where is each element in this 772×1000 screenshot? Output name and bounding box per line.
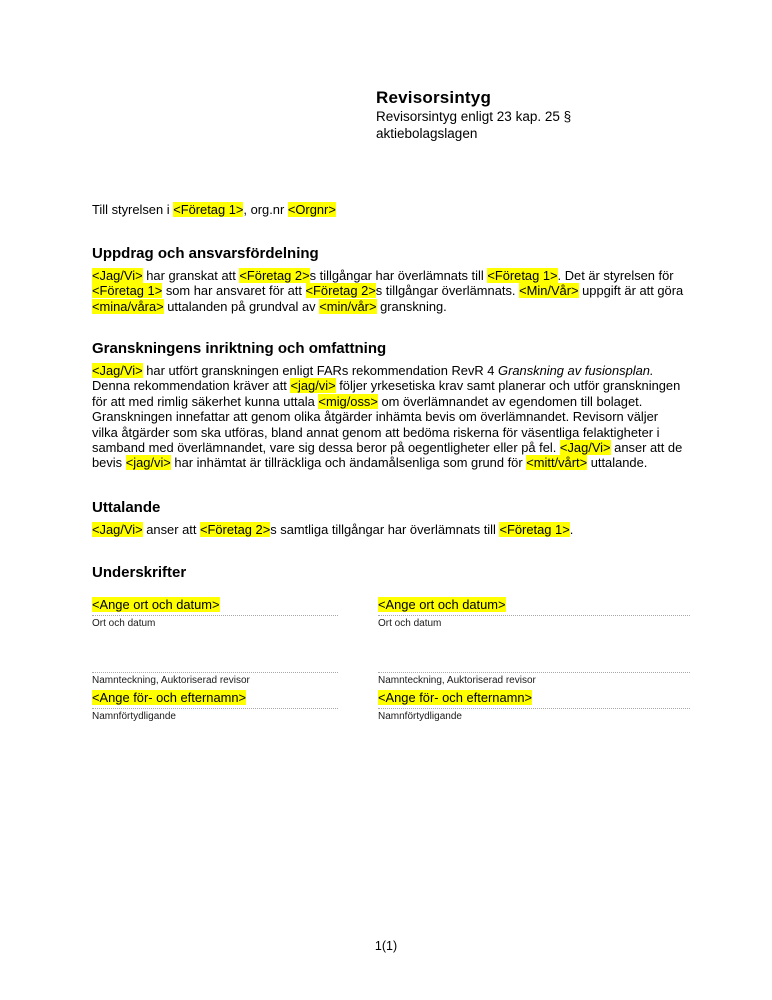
text-run: har granskat att: [142, 268, 240, 283]
placeholder-field[interactable]: <mina/våra>: [92, 298, 164, 314]
document-subtitle-line2: aktiebolagslagen: [376, 126, 478, 141]
placeholder-field[interactable]: <mig/oss>: [318, 393, 378, 409]
placeholder-field[interactable]: <Företag 2>: [199, 522, 271, 537]
place-date-line: [92, 597, 338, 616]
placeholder-field[interactable]: <jag/vi>: [290, 378, 336, 394]
placeholder-field[interactable]: <Företag 1>: [92, 283, 163, 299]
italic-text-run: Granskning av fusionsplan.: [498, 363, 654, 378]
paragraph-statement: [92, 522, 686, 537]
section-scope: [92, 340, 686, 471]
text-run: s tillgångar överlämnats.: [375, 283, 520, 299]
signature-spacer: [92, 630, 338, 672]
placeholder-field[interactable]: <Min/Vår>: [519, 283, 579, 299]
text-run: har utfört granskningen enligt FARs rekommendation RevR 4: [142, 363, 499, 378]
name-label: Namnförtydligande: [378, 711, 462, 722]
placeholder-field[interactable]: <Företag 1>: [487, 268, 558, 283]
text-run: Denna rekommendation kräver att: [92, 378, 291, 394]
paragraph-assignment: [92, 268, 686, 314]
signature-label: Namnteckning, Auktoriserad revisor: [92, 675, 250, 686]
placeholder-field[interactable]: <Företag 1>: [499, 522, 570, 537]
text-run: anser att de bevis: [92, 440, 683, 471]
placeholder-field[interactable]: <Jag/Vi>: [92, 363, 143, 378]
placeholder-field[interactable]: <Jag/Vi>: [559, 440, 611, 456]
text-run: som har ansvaret för att: [162, 283, 306, 299]
placeholder-field[interactable]: <Företag 1>: [173, 202, 244, 217]
placeholder-field[interactable]: <mitt/vårt>: [526, 455, 588, 471]
section-statement: [92, 499, 686, 537]
section-heading-statement: Uttalande: [92, 499, 161, 516]
name-line: [92, 690, 338, 709]
section-heading-assignment: Uppdrag och ansvarsfördelning: [92, 245, 319, 262]
place-date-label: Ort och datum: [92, 618, 156, 629]
text-run: . Det är styrelsen för: [557, 268, 674, 283]
text-run: om överlämnandet av egendomen till bolaget. Granskningen innefattar att genom olika åtgärder inhämta bevis om överlämnandet. Revisorn väljer vilka åtgärder som ska utföras, bland annat genom att bedöma riskerna för väsentliga felaktigheter i samband med överlämnandet, vare sig dessa beror på oegentligheter eller på fel.: [92, 393, 660, 456]
section-signatures: [92, 564, 686, 587]
name-line: [378, 690, 690, 709]
placeholder-field[interactable]: <Jag/Vi>: [92, 268, 143, 283]
section-heading-signatures: Underskrifter: [92, 564, 187, 581]
document-title: Revisorsintyg: [376, 88, 492, 107]
text-run: , org.nr: [243, 202, 288, 217]
text-run: följer yrkesetiska krav samt planerar och utför granskningen för att med rimlig säkerhet kunna uttala: [92, 378, 681, 409]
name-placeholder[interactable]: <Ange för- och efternamn>: [378, 690, 533, 705]
placeholder-field[interactable]: <Orgnr>: [287, 202, 336, 217]
section-heading-scope: Granskningens inriktning och omfattning: [92, 340, 387, 357]
place-date-placeholder[interactable]: <Ange ort och datum>: [92, 597, 220, 612]
paragraph-scope: [92, 363, 686, 471]
placeholder-field[interactable]: <Jag/Vi>: [92, 522, 143, 537]
signature-blank-line[interactable]: [92, 672, 338, 673]
text-run: s samtliga tillgångar har överlämnats till: [270, 522, 500, 537]
name-label: Namnförtydligande: [92, 711, 176, 722]
signature-spacer: [378, 630, 690, 672]
text-run: uttalanden på grundval av: [163, 298, 320, 314]
place-date-line: [378, 597, 690, 616]
title-block: [376, 88, 696, 142]
placeholder-field[interactable]: <min/vår>: [319, 298, 377, 314]
name-placeholder[interactable]: <Ange för- och efternamn>: [92, 690, 247, 705]
text-run: anser att: [142, 522, 200, 537]
signature-column-right: [378, 597, 690, 723]
recipient-line: [92, 202, 692, 217]
placeholder-field[interactable]: <Företag 2>: [239, 268, 310, 283]
place-date-placeholder[interactable]: <Ange ort och datum>: [378, 597, 506, 612]
signature-label: Namnteckning, Auktoriserad revisor: [378, 675, 536, 686]
signature-blank-line[interactable]: [378, 672, 690, 673]
text-run: har inhämtat är tillräckliga och ändamålsenliga som grund för: [170, 455, 527, 471]
text-run: Till styrelsen i: [92, 202, 174, 217]
document-subtitle-line1: Revisorsintyg enligt 23 kap. 25 §: [376, 109, 572, 124]
text-run: uttalande.: [587, 455, 648, 471]
placeholder-field[interactable]: <jag/vi>: [125, 455, 171, 471]
place-date-label: Ort och datum: [378, 618, 442, 629]
text-run: uppgift är att göra: [578, 283, 684, 299]
signature-column-left: [92, 597, 338, 723]
signature-grid: [92, 597, 690, 723]
placeholder-field[interactable]: <Företag 2>: [305, 283, 376, 299]
page-number: 1(1): [374, 939, 398, 953]
text-run: s tillgångar har överlämnats till: [309, 268, 488, 283]
text-run: .: [569, 522, 574, 537]
text-run: granskning.: [376, 298, 447, 314]
section-assignment: [92, 245, 686, 314]
